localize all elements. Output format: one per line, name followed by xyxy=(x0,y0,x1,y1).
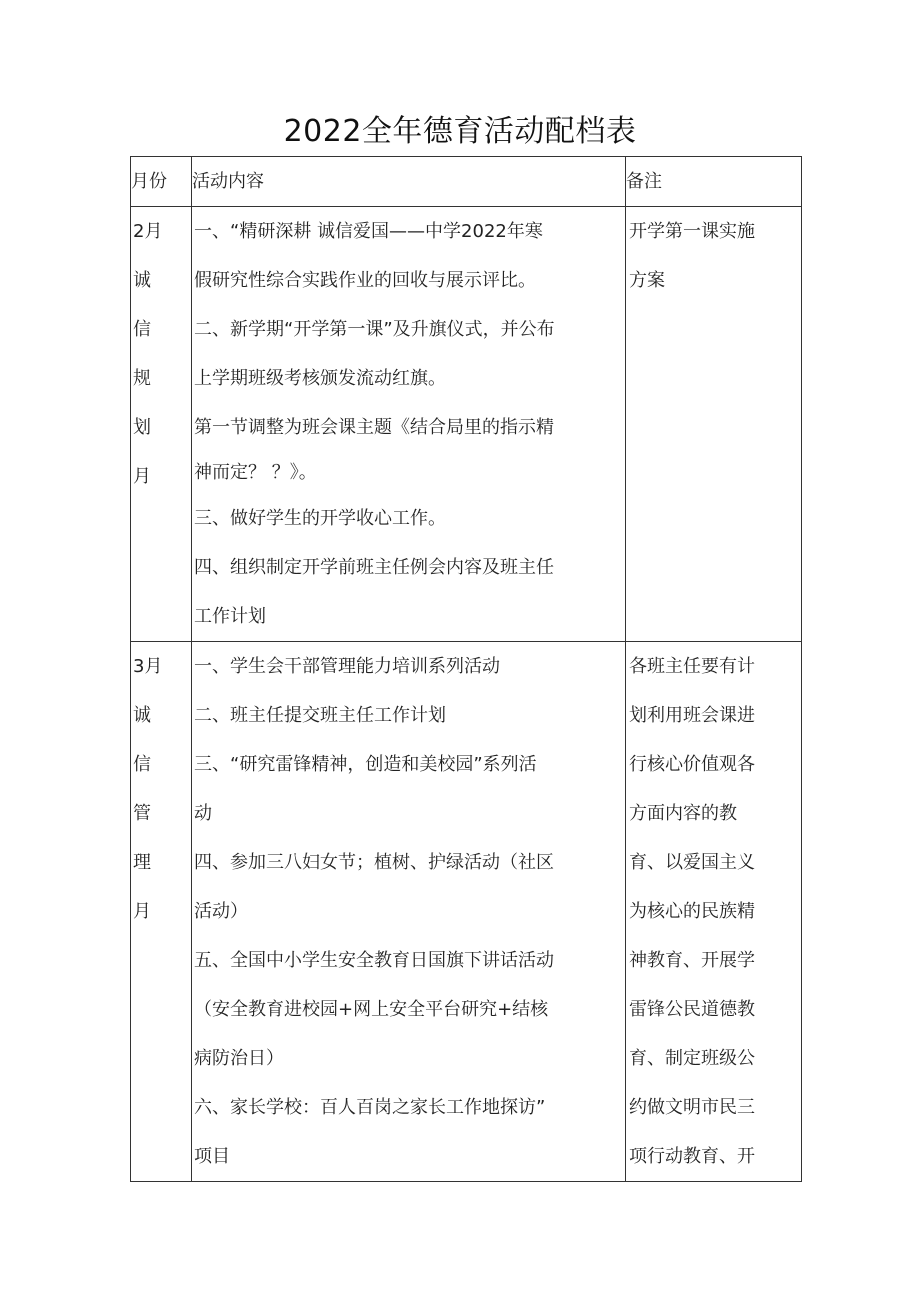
content-line: 工作计划 xyxy=(194,606,266,627)
note-line: 雷锋公民道德教 xyxy=(629,999,755,1020)
content-line: 项目 xyxy=(194,1146,230,1167)
header-content: 活动内容 xyxy=(192,157,626,207)
month-theme-char: 管 xyxy=(133,803,151,824)
month-theme-char: 月 xyxy=(133,901,151,922)
content-cell xyxy=(192,207,626,642)
note-line: 方面内容的教 xyxy=(629,803,737,824)
note-line: 行核心价值观各 xyxy=(629,754,755,775)
table-header-row xyxy=(131,157,802,207)
month-theme-char: 划 xyxy=(133,417,151,438)
month-theme-char: 月 xyxy=(133,466,151,487)
content-line: 四、组织制定开学前班主任例会内容及班主任 xyxy=(194,557,554,578)
content-line: 五、全国中小学生安全教育日国旗下讲话活动 xyxy=(194,950,554,971)
note-line: 育、以爱国主义 xyxy=(629,852,755,873)
content-line: 假研究性综合实践作业的回收与展示评比。 xyxy=(194,270,536,291)
month-label: 2月 xyxy=(133,221,163,242)
note-line: 为核心的民族精 xyxy=(629,901,755,922)
month-cell xyxy=(131,642,192,1182)
content-line: 三、“研究雷锋精神，创造和美校园”系列活 xyxy=(194,754,537,775)
note-cell xyxy=(626,642,802,1182)
note-line: 方案 xyxy=(629,270,665,291)
month-cell xyxy=(131,207,192,642)
month-theme-char: 信 xyxy=(133,754,151,775)
note-cell xyxy=(626,207,802,642)
content-line: 四、参加三八妇女节；植树、护绿活动（社区 xyxy=(194,852,554,873)
month-theme-char: 理 xyxy=(133,852,151,873)
month-theme-char: 诚 xyxy=(133,270,151,291)
page-title: 2022全年德育活动配档表 xyxy=(283,114,637,149)
content-line: 一、学生会干部管理能力培训系列活动 xyxy=(194,656,500,677)
note-line: 开学第一课实施 xyxy=(629,221,755,242)
note-line: 划利用班会课进 xyxy=(629,705,755,726)
note-line: 各班主任要有计 xyxy=(629,656,755,677)
note-line: 育、制定班级公 xyxy=(629,1048,755,1069)
header-note: 备注 xyxy=(626,157,802,207)
month-theme-char: 信 xyxy=(133,319,151,340)
note-line: 约做文明市民三 xyxy=(629,1097,755,1118)
note-line: 神教育、开展学 xyxy=(629,950,755,971)
content-line: 六、家长学校：百人百岗之家长工作地探访” xyxy=(194,1097,546,1118)
activity-schedule-table xyxy=(130,156,802,1182)
month-theme-char: 诚 xyxy=(133,705,151,726)
content-line: （安全教育进校园+网上安全平台研究+结核 xyxy=(194,999,549,1020)
table-row-february xyxy=(131,207,802,642)
content-cell xyxy=(192,642,626,1182)
content-line: 二、新学期“开学第一课”及升旗仪式，并公布 xyxy=(194,319,555,340)
header-month: 月份 xyxy=(131,157,192,207)
content-line: 神而定？ ？》。 xyxy=(194,462,317,483)
content-line: 动 xyxy=(194,803,212,824)
content-line: 一、“精研深耕 诚信爱国——中学2022年寒 xyxy=(194,221,543,242)
note-line: 项行动教育、开 xyxy=(629,1146,755,1167)
content-line: 二、班主任提交班主任工作计划 xyxy=(194,705,446,726)
content-line: 活动） xyxy=(194,901,248,922)
month-theme-char: 规 xyxy=(133,368,151,389)
content-line: 三、做好学生的开学收心工作。 xyxy=(194,508,446,529)
table-row-march xyxy=(131,642,802,1182)
content-line: 病防治日） xyxy=(194,1048,284,1069)
content-line: 上学期班级考核颁发流动红旗。 xyxy=(194,368,446,389)
month-label: 3月 xyxy=(133,656,163,677)
content-line: 第一节调整为班会课主题《结合局里的指示精 xyxy=(194,417,554,438)
